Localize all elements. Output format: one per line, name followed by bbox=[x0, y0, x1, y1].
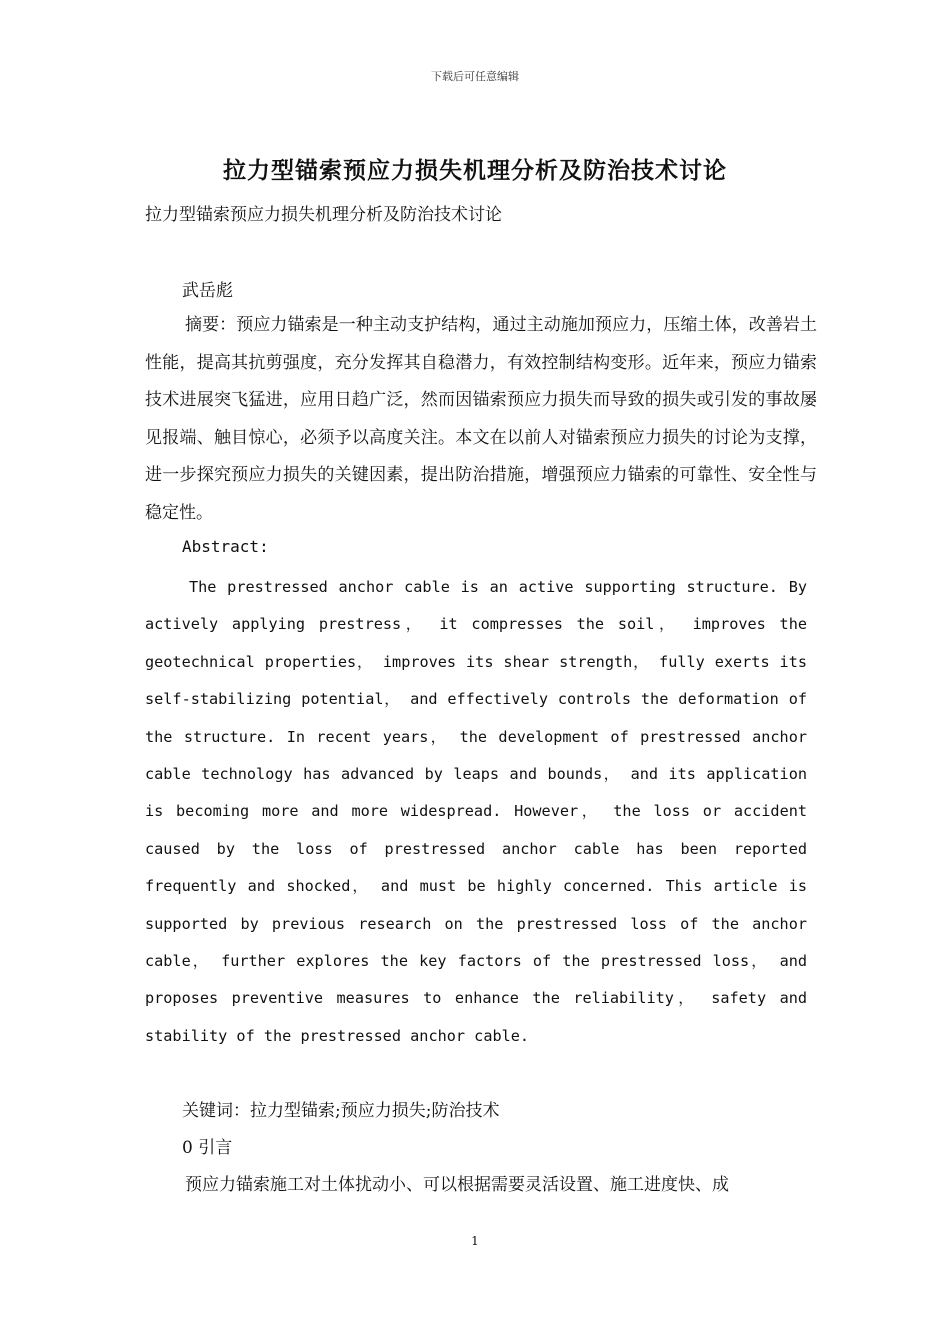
intro-paragraph: 预应力锚索施工对土体扰动小、可以根据需要灵活设置、施工进度快、成 bbox=[185, 1175, 729, 1195]
abstract-chinese: 摘要：预应力锚索是一种主动支护结构，通过主动施加预应力，压缩土体，改善岩土性能，提高其抗剪强度，充分发挥其自稳潜力，有效控制结构变形。近年来，预应力锚索技术进展突飞猛进，应用日趋广泛，然而因锚索预应力损失而导致的损失或引发的事故屡见报端、触目惊心，必须予以高度关注。本文在以前人对锚索预应力损失的讨论为支撑，进一步探究预应力损失的关键因素，提出防治措施，增强预应力锚索的可靠性、安全性与稳定性。 bbox=[145, 315, 817, 523]
page-number: 1 bbox=[471, 1234, 479, 1248]
keywords: 关键词：拉力型锚索;预应力损失;防治技术 bbox=[182, 1101, 500, 1121]
document-subtitle: 拉力型锚索预应力损失机理分析及防治技术讨论 bbox=[145, 205, 502, 225]
abstract-english: The prestressed anchor cable is an active supporting structure. By actively applying prestress， it compresses the soil， improves the geotechnical properties， improves its shear strength， fully exerts its self-stabilizing potential， and effectively controls the deformation of the structure. In recent years， the development of prestressed anchor cable technology has advanced by leaps and bounds， and its application is becoming more and more widespread. However， the loss or accident caused by the loss of prestressed anchor cable has been reported frequently and shocked， and must be highly concerned. This article is supported by previous research on the prestressed loss of the anchor cable， further explores the key factors of the prestressed loss， and proposes preventive measures to enhance the reliability， safety and stability of the prestressed anchor cable. bbox=[145, 578, 807, 1045]
author-name: 武岳彪 bbox=[182, 281, 233, 301]
abstract-label: Abstract: bbox=[182, 537, 269, 556]
header-note: 下载后可任意编辑 bbox=[431, 70, 519, 83]
document-title: 拉力型锚索预应力损失机理分析及防治技术讨论 bbox=[223, 158, 727, 184]
section-heading: 0 引言 bbox=[182, 1138, 233, 1158]
